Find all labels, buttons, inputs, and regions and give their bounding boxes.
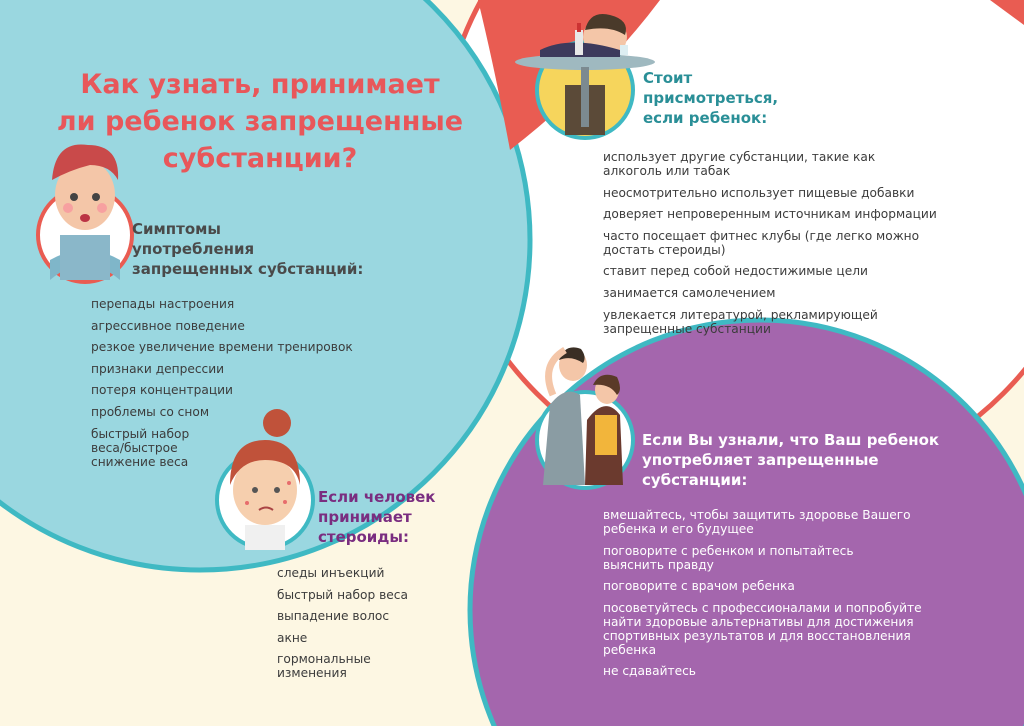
list-item: перепады настроения — [91, 297, 235, 311]
title-line-2: ли ребенок запрещенные — [56, 106, 464, 137]
watch-heading-line-3: если ребенок: — [643, 109, 768, 127]
action-list — [603, 508, 963, 686]
list-item: доверяет непроверенным источникам информации — [603, 207, 937, 222]
list-item: занимается самолечением — [603, 285, 776, 300]
steroids-heading — [318, 487, 435, 547]
list-item: неосмотрительно использует пищевые добавки — [603, 185, 915, 200]
list-item: следы инъекций — [277, 566, 385, 580]
title-line-1: Как узнать, принимает — [80, 69, 440, 100]
action-heading-line-2: употребляет запрещенные — [642, 451, 879, 469]
list-item: проблемы со сном — [91, 404, 210, 419]
list-item: не сдавайтесь — [603, 664, 696, 679]
list-item: вмешайтесь, чтобы защитить здоровье Вашего ребенка и его будущее — [603, 508, 911, 536]
steroids-heading-line-1: Если человек — [318, 488, 436, 506]
list-item: потеря концентрации — [91, 383, 233, 398]
steroids-list — [277, 566, 427, 688]
list-item: признаки депрессии — [91, 361, 225, 376]
list-item: резкое увеличение времени тренировок — [91, 340, 353, 355]
watch-heading-line-2: присмотреться, — [643, 89, 779, 107]
list-item: использует другие субстанции, такие как алкоголь или табак — [603, 150, 876, 178]
list-item: поговорите с врачом ребенка — [603, 579, 795, 594]
list-item: выпадение волос — [277, 609, 390, 624]
list-item: агрессивное поведение — [91, 318, 245, 333]
symptoms-heading-line-3: запрещенных субстанций: — [132, 260, 364, 278]
watch-heading-line-1: Стоит — [643, 69, 693, 87]
symptoms-heading — [132, 219, 363, 279]
symptoms-heading-line-1: Симптомы — [132, 220, 221, 238]
list-item: поговорите с ребенком и попытайтесь выяснить правду — [603, 543, 854, 572]
drinking-teen-avatar — [510, 5, 660, 145]
worried-parents-avatar — [525, 335, 645, 495]
list-item: гормональные изменения — [277, 652, 371, 681]
watch-list — [603, 150, 963, 343]
action-heading-line-3: субстанции: — [642, 471, 748, 489]
girl-with-acne-avatar — [215, 405, 325, 555]
list-item: ставит перед собой недостижимые цели — [603, 264, 868, 279]
watch-heading — [643, 68, 778, 128]
action-heading — [642, 430, 939, 490]
sick-boy-avatar — [30, 140, 140, 290]
list-item: акне — [277, 630, 308, 645]
steroids-heading-line-3: стероиды: — [318, 528, 409, 546]
list-item: часто посещает фитнес клубы (где легко можно достать стероиды) — [603, 228, 920, 257]
list-item: быстрый набор веса/быстрое снижение веса — [91, 426, 190, 469]
title-line-3: субстанции? — [162, 143, 358, 174]
steroids-heading-line-2: принимает — [318, 508, 412, 526]
list-item: быстрый набор веса — [277, 587, 408, 602]
list-item: увлекается литературой, рекламирующей запрещенные субстанции — [603, 307, 878, 336]
action-heading-line-1: Если Вы узнали, что Ваш ребенок — [642, 431, 940, 449]
symptoms-heading-line-2: употребления — [132, 240, 255, 258]
list-item: посоветуйтесь с профессионалами и попробуйте найти здоровые альтернативы для достижения спортивных результатов и для восстановления ребенка — [603, 600, 922, 657]
